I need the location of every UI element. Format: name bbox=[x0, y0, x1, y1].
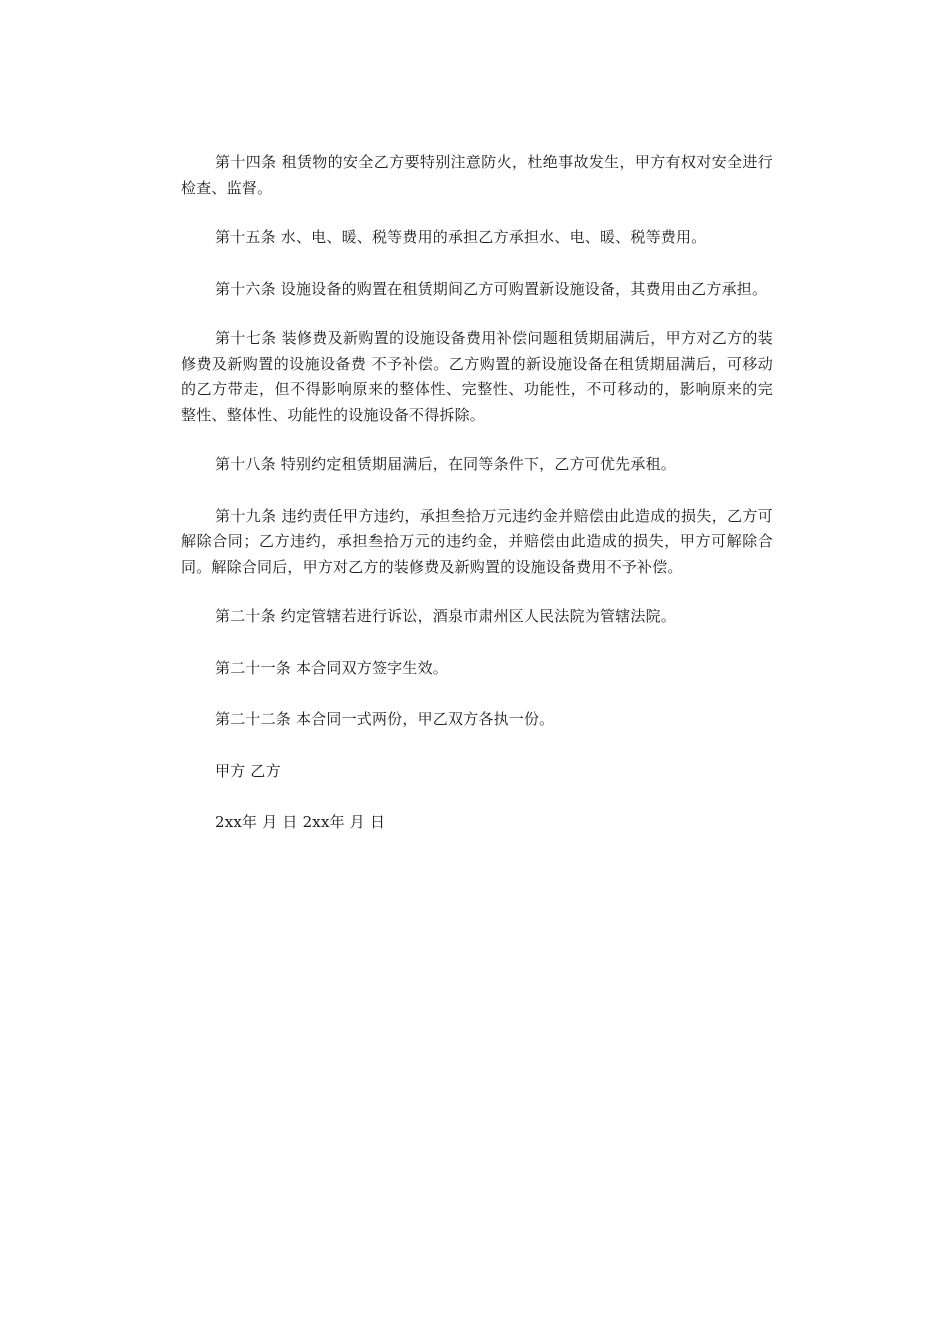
clause-22: 第二十二条 本合同一式两份，甲乙双方各执一份。 bbox=[215, 710, 555, 728]
clause-20: 第二十条 约定管辖若进行诉讼，酒泉市肃州区人民法院为管辖法院。 bbox=[215, 607, 676, 625]
clause-14: 第十四条 租赁物的安全乙方要特别注意防火，杜绝事故发生，甲方有权对安全进行检查、监督。 bbox=[181, 153, 773, 197]
signature-dates: 2xx年 月 日 2xx年 月 日 bbox=[215, 813, 386, 831]
clause-15: 第十五条 水、电、暖、税等费用的承担乙方承担水、电、暖、税等费用。 bbox=[215, 228, 707, 246]
clause-18: 第十八条 特别约定租赁期届满后，在同等条件下，乙方可优先承租。 bbox=[215, 455, 676, 473]
clause-19: 第十九条 违约责任甲方违约，承担叁拾万元违约金并赔偿由此造成的损失，乙方可解除合同；乙方违约，承担叁拾万元的违约金，并赔偿由此造成的损失，甲方可解除合同。解除合同后，甲方对乙方的装修费及新购置的设施设备费用不予补偿。 bbox=[181, 506, 773, 576]
signature-parties: 甲方 乙方 bbox=[215, 761, 281, 780]
clause-16: 第十六条 设施设备的购置在租赁期间乙方可购置新设施设备，其费用由乙方承担。 bbox=[215, 279, 768, 298]
document-body bbox=[181, 150, 773, 862]
clause-21: 第二十一条 本合同双方签字生效。 bbox=[215, 658, 448, 677]
clause-17: 第十七条 装修费及新购置的设施设备费用补偿问题租赁期届满后，甲方对乙方的装修费及新购置的设施设备费 不予补偿。乙方购置的新设施设备在租赁期届满后，可移动的乙方带走，但不得影响原来的整体性、完整性、功能性，不可移动的，影响原来的完整性、整体性、功能性的设施设备不得拆除。 bbox=[181, 329, 773, 424]
